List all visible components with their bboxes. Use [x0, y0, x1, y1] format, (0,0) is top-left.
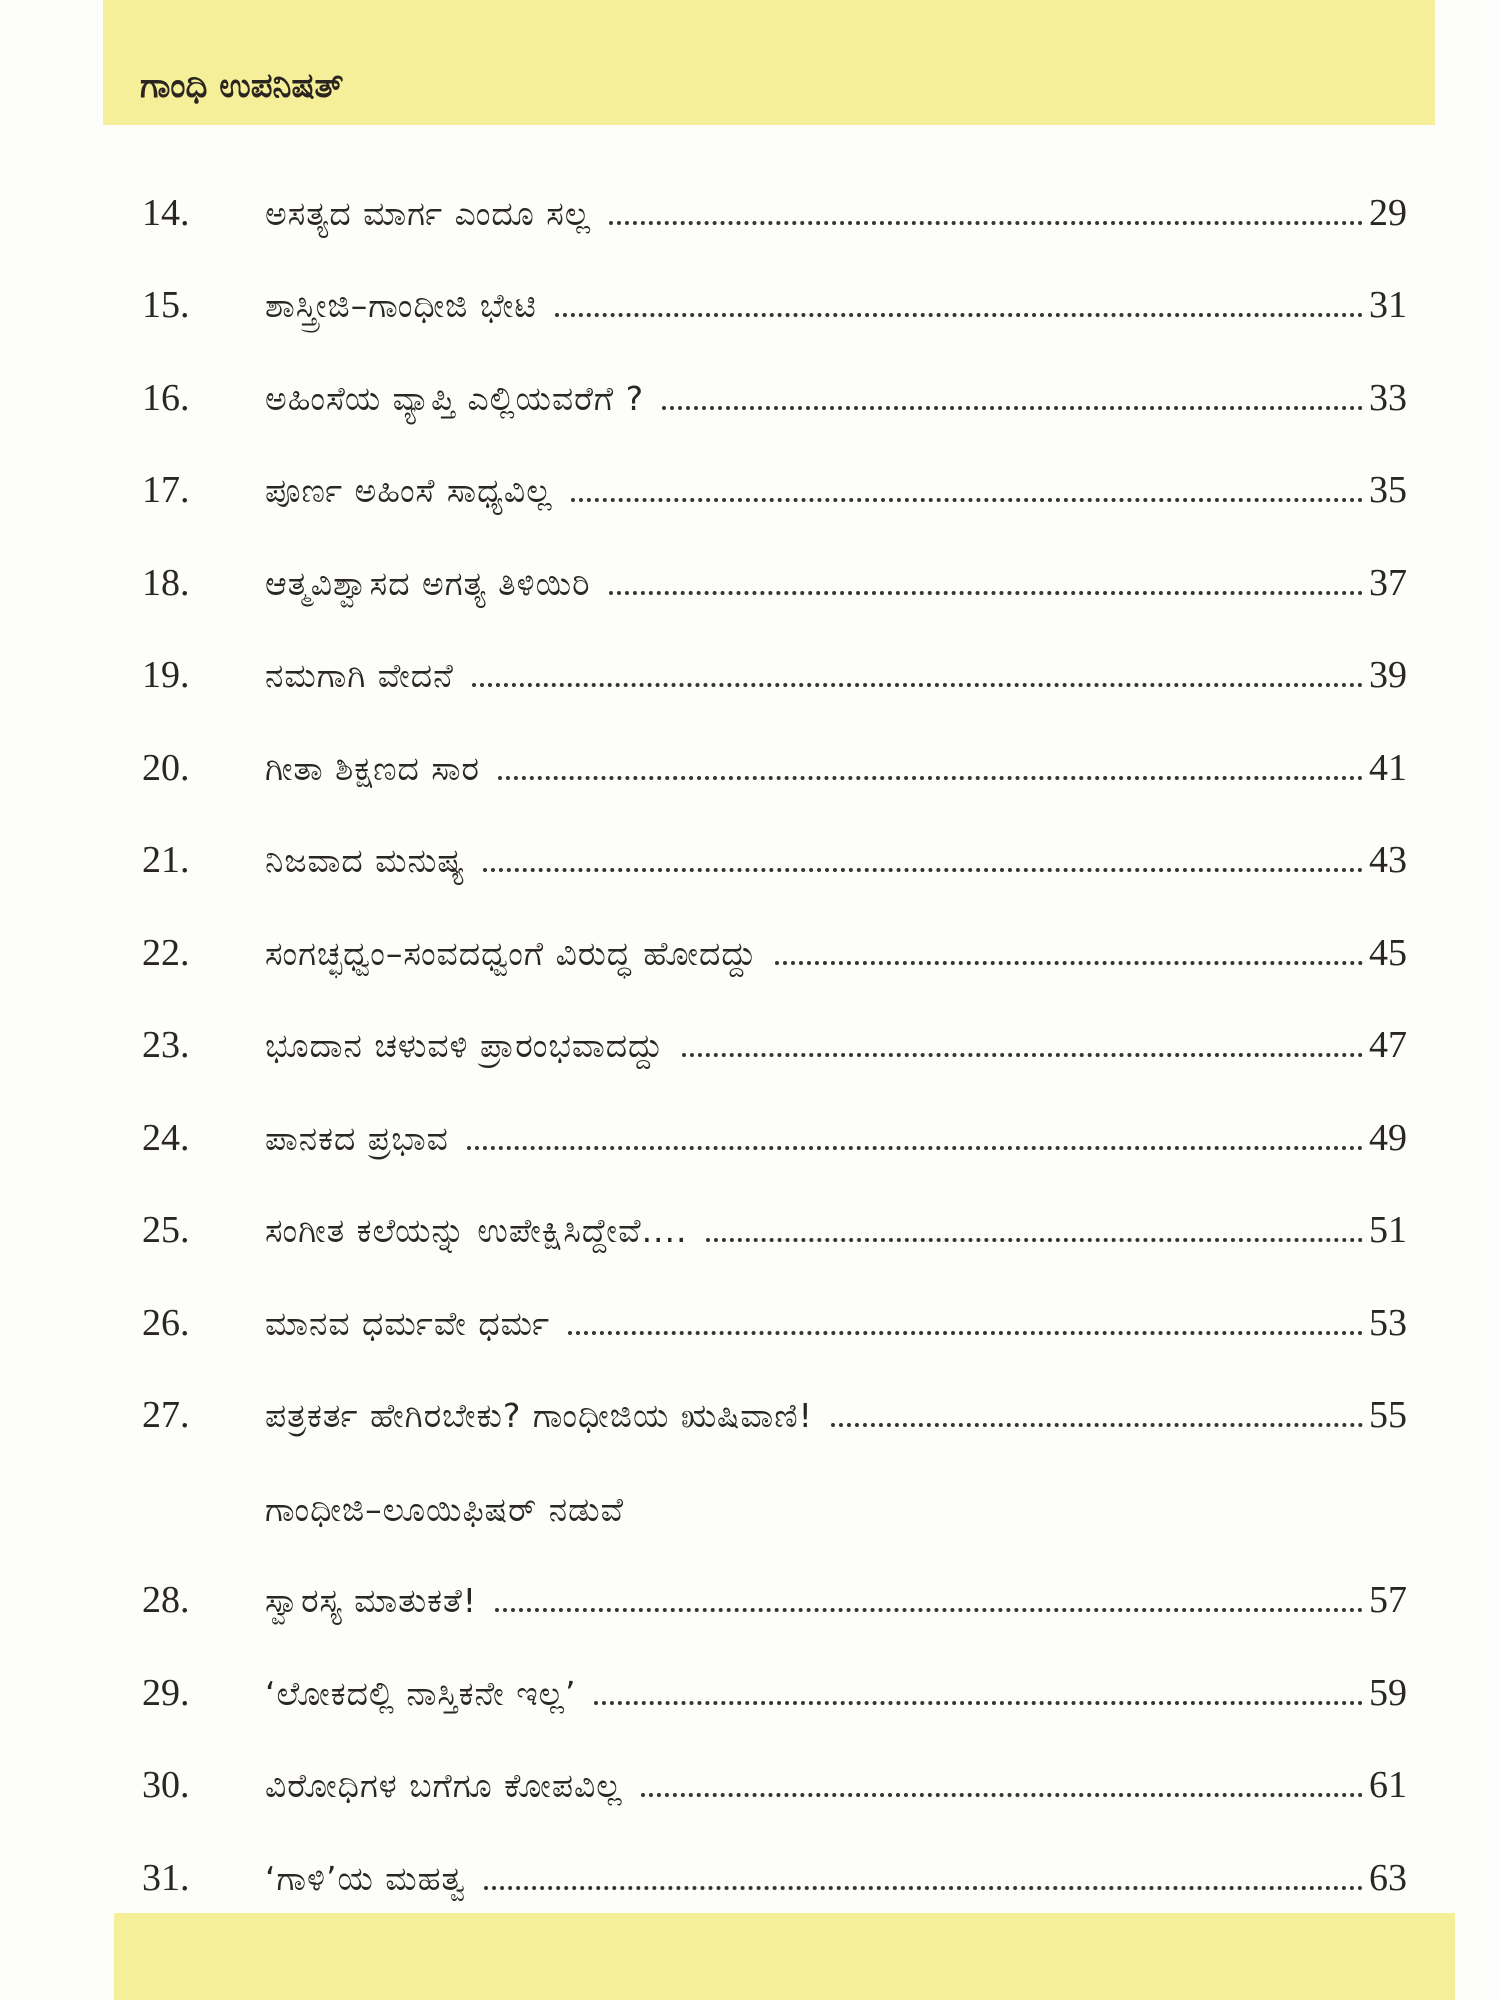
- entry-page: 49: [1369, 1116, 1407, 1159]
- toc-entry: [142, 327, 1407, 420]
- running-title: ಗಾಂಧಿ ಉಪನಿಷತ್: [140, 66, 344, 106]
- entry-title: ನಮಗಾಗಿ ವೇದನೆ: [265, 656, 454, 695]
- entry-number: 31.: [142, 1856, 190, 1899]
- toc-entry: [142, 697, 1407, 790]
- entry-title: ಆತ್ಮವಿಶ್ವಾಸದ ಅಗತ್ಯ ತಿಳಿಯಿರಿ: [265, 563, 591, 603]
- entry-page: 43: [1369, 839, 1407, 881]
- leader-dots: [484, 1886, 1363, 1890]
- header-band: [103, 0, 1435, 125]
- table-of-contents: [142, 142, 1407, 1900]
- leader-dots: [467, 1146, 1363, 1150]
- leader-dots: [555, 313, 1363, 317]
- entry-page: 61: [1369, 1764, 1407, 1806]
- entry-page: 35: [1369, 469, 1407, 511]
- entry-title: ಭೂದಾನ ಚಳುವಳಿ ಪ್ರಾರಂಭವಾದದ್ದು: [265, 1026, 664, 1065]
- entry-number: 17.: [142, 469, 190, 511]
- entry-number: 23.: [142, 1024, 190, 1066]
- entry-title: ವಿರೋಧಿಗಳ ಬಗೆಗೂ ಕೋಪವಿಲ್ಲ: [265, 1766, 623, 1805]
- entry-page: 33: [1369, 376, 1407, 419]
- entry-page: 39: [1369, 654, 1407, 696]
- toc-entry: [142, 605, 1407, 698]
- entry-number: 30.: [142, 1764, 190, 1806]
- toc-entry: [142, 420, 1407, 513]
- toc-entry: [142, 1345, 1407, 1438]
- entry-title: ಪಾನಕದ ಪ್ರಭಾವ: [265, 1118, 449, 1158]
- entry-title: ‘ಲೋಕದಲ್ಲಿ ನಾಸ್ತಿಕನೇ ಇಲ್ಲ’: [265, 1673, 577, 1713]
- entry-page: 41: [1369, 746, 1407, 789]
- entry-title: ನಿಜವಾದ ಮನುಷ್ಯ: [265, 841, 466, 880]
- toc-entry: [142, 142, 1407, 235]
- entry-number: 26.: [142, 1301, 190, 1344]
- entry-number: 18.: [142, 561, 190, 604]
- toc-entry: [142, 235, 1407, 328]
- toc-entry: [142, 1067, 1407, 1160]
- leader-dots: [706, 1238, 1363, 1242]
- entry-number: 27.: [142, 1394, 190, 1436]
- entry-page: 45: [1369, 931, 1407, 974]
- entry-page: 51: [1369, 1209, 1407, 1251]
- entry-page: 57: [1369, 1579, 1407, 1621]
- entry-title: ಅಸತ್ಯದ ಮಾರ್ಗ ಎಂದೂ ಸಲ್ಲ: [265, 193, 592, 233]
- toc-entry: [142, 1252, 1407, 1345]
- entry-title: ಅಹಿಂಸೆಯ ವ್ಯಾಪ್ತಿ ಎಲ್ಲಿಯವರೆಗೆ ?: [265, 378, 645, 418]
- entry-page: 63: [1369, 1856, 1407, 1899]
- entry-title: ಸಂಗಚ್ಛಧ್ವಂ–ಸಂವದಧ್ವಂಗೆ ವಿರುದ್ಧ ಹೋದದ್ದು: [265, 933, 758, 973]
- leader-dots: [775, 961, 1363, 965]
- leader-dots: [483, 868, 1363, 872]
- leader-dots: [498, 776, 1363, 780]
- leader-dots: [571, 498, 1363, 502]
- entry-number: 16.: [142, 376, 190, 419]
- leader-dots: [495, 1608, 1363, 1612]
- toc-entry: [142, 1715, 1407, 1808]
- entry-page: 47: [1369, 1024, 1407, 1066]
- leader-dots: [594, 1701, 1363, 1705]
- entry-title: ಪತ್ರಕರ್ತ ಹೇಗಿರಬೇಕು? ಗಾಂಧೀಜಿಯ ಋಷಿವಾಣಿ!: [265, 1396, 813, 1435]
- entry-title: ಶಾಸ್ತ್ರೀಜಿ–ಗಾಂಧೀಜಿ ಭೇಟಿ: [265, 286, 537, 325]
- entry-page: 53: [1369, 1301, 1407, 1344]
- toc-entry: [142, 1622, 1407, 1715]
- toc-entry: [142, 512, 1407, 605]
- toc-entry: [142, 1160, 1407, 1253]
- entry-page: 29: [1369, 191, 1407, 234]
- entry-number: 21.: [142, 839, 190, 881]
- footer-band: [114, 1913, 1455, 2000]
- entry-title: ಮಾನವ ಧರ್ಮವೇ ಧರ್ಮ: [265, 1303, 551, 1343]
- toc-entry: [142, 882, 1407, 975]
- entry-number: 22.: [142, 931, 190, 974]
- toc-entry: [142, 1437, 1407, 1622]
- leader-dots: [609, 591, 1364, 595]
- leader-dots: [609, 221, 1363, 225]
- toc-entry: [142, 790, 1407, 883]
- entry-number: 14.: [142, 191, 190, 234]
- entry-title: ಸಂಗೀತ ಕಲೆಯನ್ನು ಉಪೇಕ್ಷಿಸಿದ್ದೇವೆ....: [265, 1211, 688, 1250]
- entry-page: 55: [1369, 1394, 1407, 1436]
- leader-dots: [662, 406, 1363, 410]
- entry-page: 31: [1369, 284, 1407, 326]
- entry-page: 59: [1369, 1671, 1407, 1714]
- entry-title-line1: ಗಾಂಧೀಜಿ–ಲೂಯಿಫಿಷರ್ ನಡುವೆ: [265, 1490, 625, 1529]
- entry-number: 15.: [142, 284, 190, 326]
- leader-dots: [568, 1331, 1363, 1335]
- entry-number: 29.: [142, 1671, 190, 1714]
- leader-dots: [641, 1793, 1363, 1797]
- toc-entry: [142, 1807, 1407, 1900]
- entry-page: 37: [1369, 561, 1407, 604]
- leader-dots: [831, 1423, 1363, 1427]
- entry-number: 19.: [142, 654, 190, 696]
- entry-title: ಪೂರ್ಣ ಅಹಿಂಸೆ ಸಾಧ್ಯವಿಲ್ಲ: [265, 471, 553, 510]
- entry-number: 25.: [142, 1209, 190, 1251]
- entry-title: ಗೀತಾ ಶಿಕ್ಷಣದ ಸಾರ: [265, 748, 480, 788]
- entry-number: 28.: [142, 1579, 190, 1621]
- entry-number: 20.: [142, 746, 190, 789]
- leader-dots: [682, 1053, 1363, 1057]
- toc-entry: [142, 975, 1407, 1068]
- entry-title: ‘ಗಾಳಿ’ಯ ಮಹತ್ವ: [265, 1858, 466, 1898]
- leader-dots: [472, 683, 1363, 687]
- entry-number: 24.: [142, 1116, 190, 1159]
- entry-title: ಸ್ವಾರಸ್ಯ ಮಾತುಕತೆ!: [265, 1581, 478, 1620]
